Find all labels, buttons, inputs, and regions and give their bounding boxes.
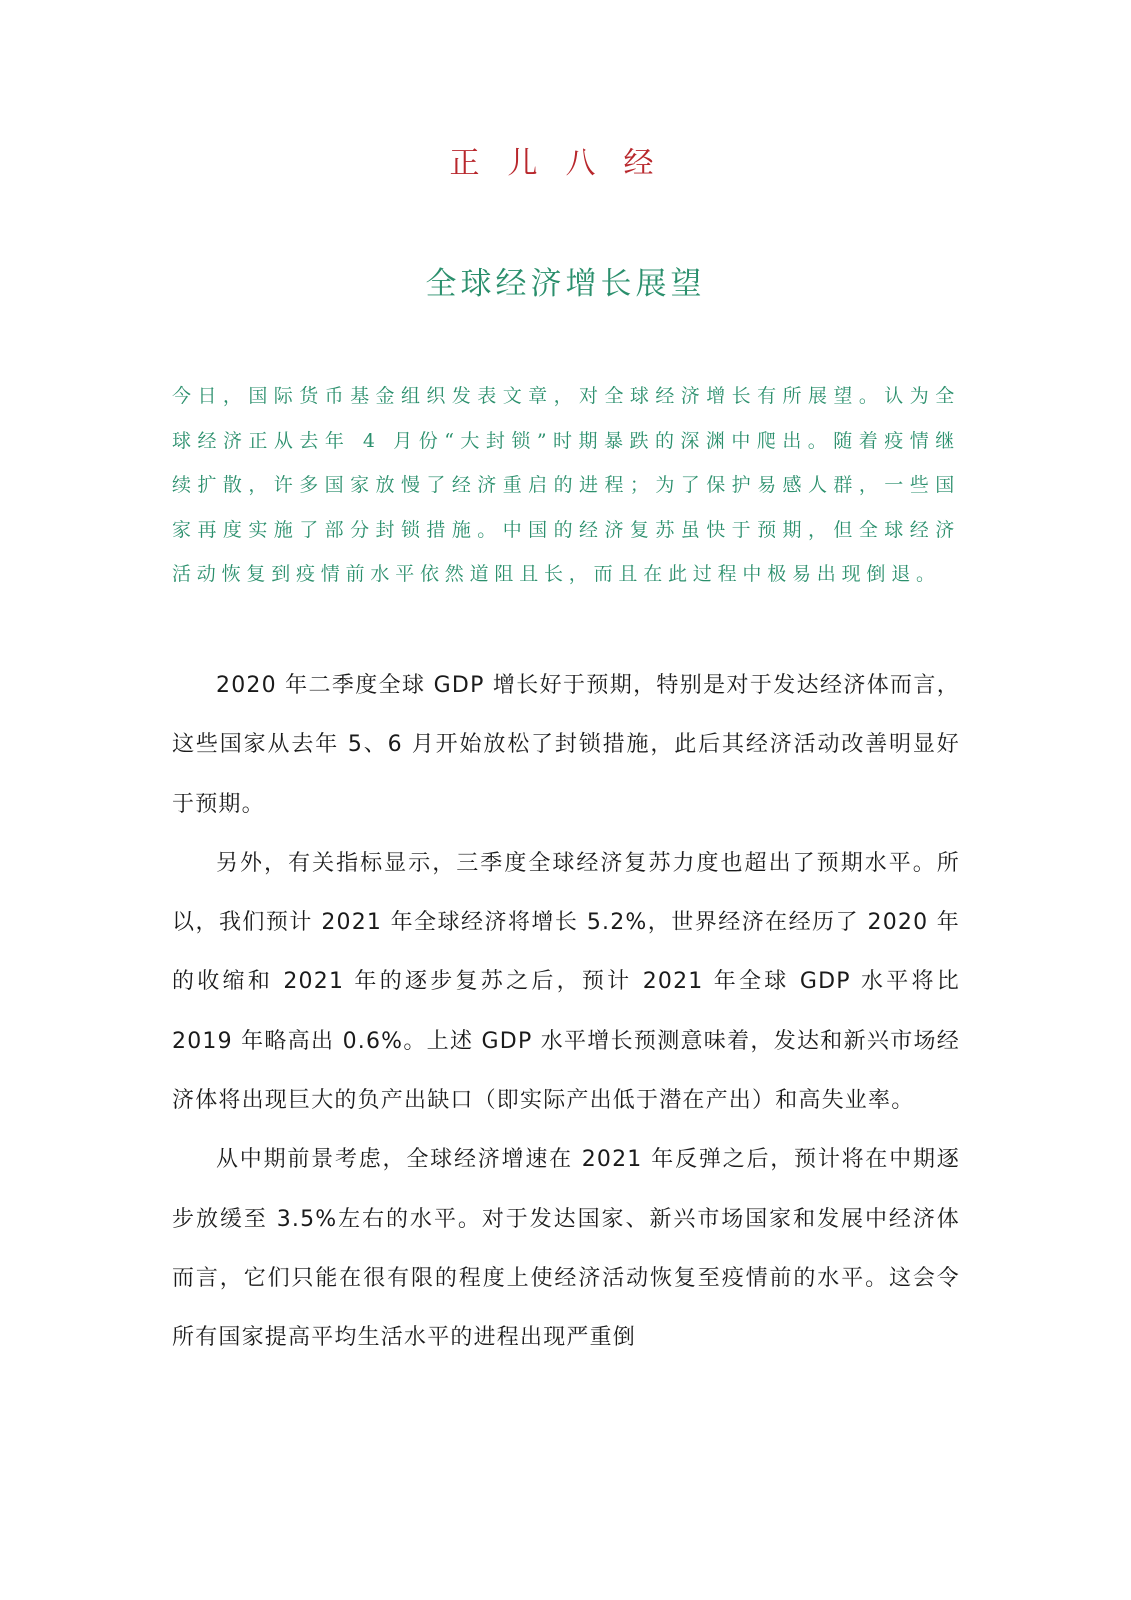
- body-paragraph: 从中期前景考虑，全球经济增速在 2021 年反弹之后，预计将在中期逐步放缓至 3.5%左右的水平。对于发达国家、新兴市场国家和发展中经济体而言，它们只能在很有限的程度上使经济活动恢复至疫情前的水平。这会令所有国家提高平均生活水平的进程出现严重倒: [172, 1147, 960, 1351]
- brand-header: 正儿八经: [449, 146, 682, 181]
- body-paragraph: 另外，有关指标显示，三季度全球经济复苏力度也超出了预期水平。所以，我们预计 2021 年全球经济将增长 5.2%，世界经济在经历了 2020 年的收缩和 2021 年的逐步复苏之后，预计 2021 年全球 GDP 水平将比 2019 年略高出 0.6%。上述 GDP 水平增长预测意味着，发达和新兴市场经济体将出现巨大的负产出缺口（即实际产出低于潜在产出）和高失业率。: [172, 850, 960, 1114]
- article-title: 全球经济增长展望: [425, 266, 706, 302]
- body-paragraph: 2020 年二季度全球 GDP 增长好于预期，特别是对于发达经济体而言，这些国家从去年 5、6 月开始放松了封锁措施，此后其经济活动改善明显好于预期。: [172, 673, 960, 817]
- article-body: [172, 656, 960, 1368]
- article-summary: 今日，国际货币基金组织发表文章，对全球经济增长有所展望。认为全球经济正从去年 4 月份“大封锁”时期暴跌的深渊中爬出。随着疫情继续扩散，许多国家放慢了经济重启的进程；为了保护易感人群，一些国家再度实施了部分封锁措施。中国的经济复苏虽快于预期，但全球经济活动恢复到疫情前水平依然道阻且长，而且在此过程中极易出现倒退。: [172, 385, 960, 585]
